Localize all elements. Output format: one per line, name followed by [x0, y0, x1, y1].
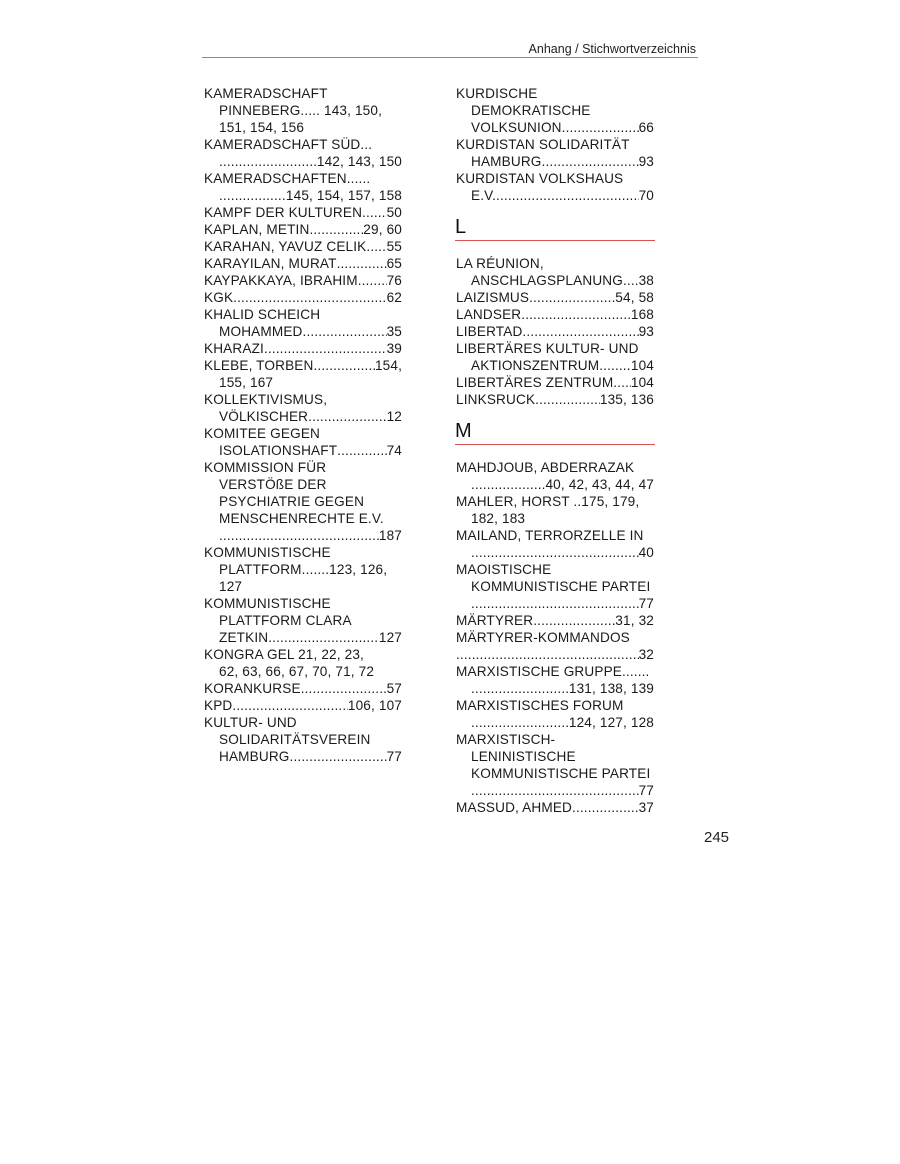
entry-term: ...: [471, 545, 483, 560]
page-refs: 31, 32: [615, 613, 654, 628]
page-refs: 77: [638, 596, 654, 611]
page-refs: 70: [638, 188, 654, 203]
index-entry: [456, 561, 654, 612]
index-entry: [204, 714, 402, 765]
entry-line: PLATTFORM.......123, 126,: [219, 562, 388, 577]
entry-line-with-pages: [204, 697, 402, 714]
entry-term: KLEBE, TORBEN: [204, 358, 314, 373]
page-refs: 57: [386, 681, 402, 696]
index-entry: [456, 799, 654, 816]
index-entry: [456, 612, 654, 629]
entry-line-with-pages: [204, 187, 402, 204]
entry-term: KORANKURSE: [204, 681, 301, 696]
index-entry: [456, 731, 654, 799]
entry-term: AKTIONSZENTRUM: [471, 358, 600, 373]
index-entry: [456, 374, 654, 391]
dot-leader: [572, 799, 639, 816]
dot-leader: [623, 272, 639, 289]
entry-line-with-pages: [204, 204, 402, 221]
entry-line-with-pages: [204, 629, 402, 646]
dot-leader: [268, 629, 379, 646]
entry-line-with-pages: [204, 221, 402, 238]
entry-term: E.V.: [471, 188, 497, 203]
entry-line: KURDISTAN VOLKSHAUS: [456, 171, 624, 186]
entry-line-with-pages: [204, 255, 402, 272]
dot-leader: [303, 323, 387, 340]
page-refs: 168: [630, 307, 654, 322]
l-entries: [456, 255, 654, 408]
entry-line: PLATTFORM CLARA: [219, 613, 352, 628]
dot-leader: [219, 153, 317, 170]
page-refs: 40, 42, 43, 44, 47: [545, 477, 654, 492]
index-entry: [204, 306, 402, 340]
index-entry: [456, 255, 654, 289]
dot-leader: [366, 238, 386, 255]
entry-line: KOMMUNISTISCHE: [204, 596, 331, 611]
page-refs: 142, 143, 150: [316, 154, 402, 169]
index-entry: [456, 493, 654, 527]
entry-line-with-pages: [204, 748, 402, 765]
entry-line: KAMERADSCHAFT: [204, 86, 328, 101]
index-entry: [456, 663, 654, 697]
entry-line-with-pages: [204, 357, 402, 374]
entry-line-with-pages: [204, 289, 402, 306]
page-refs: 104: [630, 358, 654, 373]
dot-leader: [264, 340, 387, 357]
index-entry: [204, 680, 402, 697]
index-entry: [204, 391, 402, 425]
page-refs: 74: [386, 443, 402, 458]
page-refs: 39: [386, 341, 402, 356]
entry-line: 151, 154, 156: [219, 120, 305, 135]
entry-term: ISOLATIONSHAFT: [219, 443, 338, 458]
index-entry: [204, 204, 402, 221]
entry-line-with-pages: [204, 680, 402, 697]
index-entry: [456, 306, 654, 323]
page-refs: 55: [386, 239, 402, 254]
index-entry: [456, 629, 654, 663]
index-entry: [456, 323, 654, 340]
entry-line: KOMMUNISTISCHE PARTEI: [471, 766, 651, 781]
dot-leader: [529, 289, 615, 306]
page-refs: 131, 138, 139: [568, 681, 654, 696]
index-entry: [456, 697, 654, 731]
entry-term: KARAYILAN, MURAT: [204, 256, 337, 271]
dot-leader: [358, 272, 387, 289]
entry-term: KAYPAKKAYA, IBRAHIM: [204, 273, 358, 288]
index-entry: [204, 170, 402, 204]
index-entry: [204, 459, 402, 544]
entry-line: MÄRTYRER-KOMMANDOS: [456, 630, 630, 645]
dot-leader: [521, 306, 631, 323]
entry-line: KULTUR- UND: [204, 715, 297, 730]
entry-line: 182, 183: [471, 511, 526, 526]
page-refs: 40: [638, 545, 654, 560]
index-entry: [456, 391, 654, 408]
dot-leader: [337, 442, 386, 459]
section-heading-l: L: [455, 216, 655, 241]
index-entry: [204, 85, 402, 136]
page-refs: 104: [630, 375, 654, 390]
entry-line: LIBERTÄRES KULTUR- UND: [456, 341, 639, 356]
dot-leader: [301, 680, 387, 697]
entry-line: KURDISTAN SOLIDARITÄT: [456, 137, 630, 152]
index-column-right: [456, 85, 654, 816]
entry-line-with-pages: [204, 153, 402, 170]
index-entry: [204, 357, 402, 391]
entry-term: MÄRTYRER: [456, 613, 534, 628]
dot-leader: [562, 119, 639, 136]
entry-term: KAPLAN, METIN: [204, 222, 310, 237]
entry-line-with-pages: [204, 272, 402, 289]
entry-line: MARXISTISCHES FORUM: [456, 698, 624, 713]
entry-line: MAILAND, TERRORZELLE IN: [456, 528, 644, 543]
entry-line: PINNEBERG..... 143, 150,: [219, 103, 383, 118]
entry-term: KARAHAN, YAVUZ CELIK: [204, 239, 367, 254]
entry-line: SOLIDARITÄTSVEREIN: [219, 732, 371, 747]
index-column-left: [204, 85, 402, 765]
index-entry: [456, 170, 654, 204]
entry-term: MASSUD, AHMED: [456, 800, 573, 815]
dot-leader: [533, 612, 615, 629]
entry-term: KGK: [204, 290, 234, 305]
entry-line-with-pages: [456, 714, 654, 731]
page-refs: 187: [378, 528, 402, 543]
running-header: [202, 40, 698, 58]
dot-leader: [232, 697, 347, 714]
dot-leader: [337, 255, 387, 272]
page-refs: 77: [386, 749, 402, 764]
entry-line: 127: [219, 579, 243, 594]
entry-line: LENINISTISCHE: [471, 749, 576, 764]
entry-term: ANSCHLAGSPLANUNG: [471, 273, 623, 288]
dot-leader: [471, 476, 545, 493]
entry-line-with-pages: [456, 782, 654, 799]
index-entry: [204, 425, 402, 459]
page-refs: 32: [638, 647, 654, 662]
entry-term: MOHAMMED: [219, 324, 303, 339]
entry-line-with-pages: [456, 595, 654, 612]
page-refs: 135, 136: [599, 392, 654, 407]
dot-leader: [471, 595, 639, 612]
entry-line-with-pages: [456, 612, 654, 629]
k-entries-continued: [456, 85, 654, 204]
dot-leader: [309, 221, 363, 238]
entry-line-with-pages: [204, 238, 402, 255]
entry-line: KAMERADSCHAFTEN......: [204, 171, 371, 186]
entry-line: KOMITEE GEGEN: [204, 426, 321, 441]
entry-line: PSYCHIATRIE GEGEN: [219, 494, 365, 509]
dot-leader: [362, 204, 387, 221]
page-refs: 62: [386, 290, 402, 305]
entry-line-with-pages: [456, 306, 654, 323]
entry-term: KPD: [204, 698, 233, 713]
entry-line: MAHLER, HORST ..175, 179,: [456, 494, 640, 509]
page-refs: 12: [386, 409, 402, 424]
dot-leader: [496, 187, 639, 204]
entry-term: LANDSER: [456, 307, 522, 322]
index-entry: [204, 646, 402, 680]
dot-leader: [233, 289, 386, 306]
page-refs: 29, 60: [363, 222, 402, 237]
entry-line: KURDISCHE: [456, 86, 538, 101]
entry-term: HAMBURG: [471, 154, 542, 169]
entry-line: DEMOKRATISCHE: [471, 103, 591, 118]
entry-line-with-pages: [204, 340, 402, 357]
index-entry: [204, 544, 402, 595]
entry-line-with-pages: [456, 119, 654, 136]
entry-line-with-pages: [204, 323, 402, 340]
entry-line: 62, 63, 66, 67, 70, 71, 72: [219, 664, 375, 679]
index-entry: [456, 459, 654, 493]
entry-line-with-pages: [456, 374, 654, 391]
dot-leader: [613, 374, 631, 391]
dot-leader: [599, 357, 631, 374]
page-refs: 127: [378, 630, 402, 645]
dot-leader: [471, 714, 569, 731]
page-refs: 124, 127, 128: [568, 715, 654, 730]
entry-line-with-pages: [456, 357, 654, 374]
page-refs: 66: [638, 120, 654, 135]
page-refs: 50: [386, 205, 402, 220]
entry-line: KONGRA GEL 21, 22, 23,: [204, 647, 364, 662]
index-entry: [456, 340, 654, 374]
entry-line-with-pages: [456, 391, 654, 408]
page-refs: 93: [638, 324, 654, 339]
section-heading-m: M: [455, 420, 655, 445]
page-refs: 54, 58: [615, 290, 654, 305]
m-entries: [456, 459, 654, 816]
entry-line: MAHDJOUB, ABDERRAZAK: [456, 460, 635, 475]
entry-term: VÖLKISCHER: [219, 409, 309, 424]
entry-term: HAMBURG: [219, 749, 290, 764]
entry-line-with-pages: [456, 544, 654, 561]
entry-term: LAIZISMUS: [456, 290, 530, 305]
entry-line-with-pages: [204, 408, 402, 425]
entry-line: MAOISTISCHE: [456, 562, 552, 577]
dot-leader: [471, 680, 569, 697]
header-title: Anhang / Stichwortverzeichnis: [528, 42, 696, 56]
entry-line: KAMERADSCHAFT SÜD...: [204, 137, 373, 152]
dot-leader: [542, 153, 639, 170]
dot-leader: [219, 527, 379, 544]
entry-term: VOLKSUNION: [471, 120, 562, 135]
page-refs: 65: [386, 256, 402, 271]
index-entry: [204, 595, 402, 646]
entry-line: LA RÉUNION,: [456, 256, 544, 271]
index-entry: [204, 340, 402, 357]
page-refs: 154,: [374, 358, 402, 373]
dot-leader: [456, 646, 639, 663]
page-refs: 77: [638, 783, 654, 798]
entry-line-with-pages: [456, 680, 654, 697]
entry-line: VERSTÖßE DER: [219, 477, 327, 492]
index-entry: [204, 289, 402, 306]
entry-line: KOLLEKTIVISMUS,: [204, 392, 328, 407]
page-number: 245: [704, 829, 730, 846]
entry-line-with-pages: [456, 323, 654, 340]
index-entry: [204, 136, 402, 170]
index-entry: [204, 221, 402, 238]
entry-line: KHALID SCHEICH: [204, 307, 321, 322]
dot-leader: [314, 357, 375, 374]
entry-line-with-pages: [456, 799, 654, 816]
entry-line-with-pages: [456, 289, 654, 306]
entry-line: KOMMISSION FÜR: [204, 460, 327, 475]
entry-line-with-pages: [204, 527, 402, 544]
entry-line: 155, 167: [219, 375, 274, 390]
dot-leader: [483, 544, 639, 561]
entry-line: MARXISTISCH-: [456, 732, 556, 747]
dot-leader: [219, 187, 286, 204]
entry-line-with-pages: [456, 272, 654, 289]
index-entry: [204, 272, 402, 289]
index-entry: [204, 255, 402, 272]
entry-term: LIBERTAD: [456, 324, 523, 339]
entry-term: LIBERTÄRES ZENTRUM: [456, 375, 614, 390]
page-refs: 38: [638, 273, 654, 288]
index-entry: [456, 136, 654, 170]
dot-leader: [308, 408, 386, 425]
entry-line-with-pages: [456, 153, 654, 170]
entry-term: KHARAZI: [204, 341, 264, 356]
page-refs: 76: [386, 273, 402, 288]
page-refs: 145, 154, 157, 158: [285, 188, 402, 203]
entry-line-with-pages: [456, 646, 654, 663]
dot-leader: [290, 748, 387, 765]
index-entry: [456, 85, 654, 136]
page-refs: 37: [638, 800, 654, 815]
dot-leader: [535, 391, 600, 408]
index-entry: [456, 289, 654, 306]
entry-term: LINKSRUCK: [456, 392, 536, 407]
page-refs: 35: [386, 324, 402, 339]
entry-term: ZETKIN: [219, 630, 269, 645]
index-entry: [456, 527, 654, 561]
entry-line-with-pages: [456, 476, 654, 493]
entry-term: KAMPF DER KULTUREN: [204, 205, 363, 220]
index-entry: [204, 238, 402, 255]
entry-line: MARXISTISCHE GRUPPE.......: [456, 664, 650, 679]
dot-leader: [471, 782, 639, 799]
page-refs: 106, 107: [347, 698, 402, 713]
dot-leader: [522, 323, 638, 340]
entry-line: KOMMUNISTISCHE PARTEI: [471, 579, 651, 594]
entry-line: KOMMUNISTISCHE: [204, 545, 331, 560]
entry-line: MENSCHENRECHTE E.V.: [219, 511, 384, 526]
page-refs: 93: [638, 154, 654, 169]
entry-line-with-pages: [204, 442, 402, 459]
entry-line-with-pages: [456, 187, 654, 204]
index-entry: [204, 697, 402, 714]
